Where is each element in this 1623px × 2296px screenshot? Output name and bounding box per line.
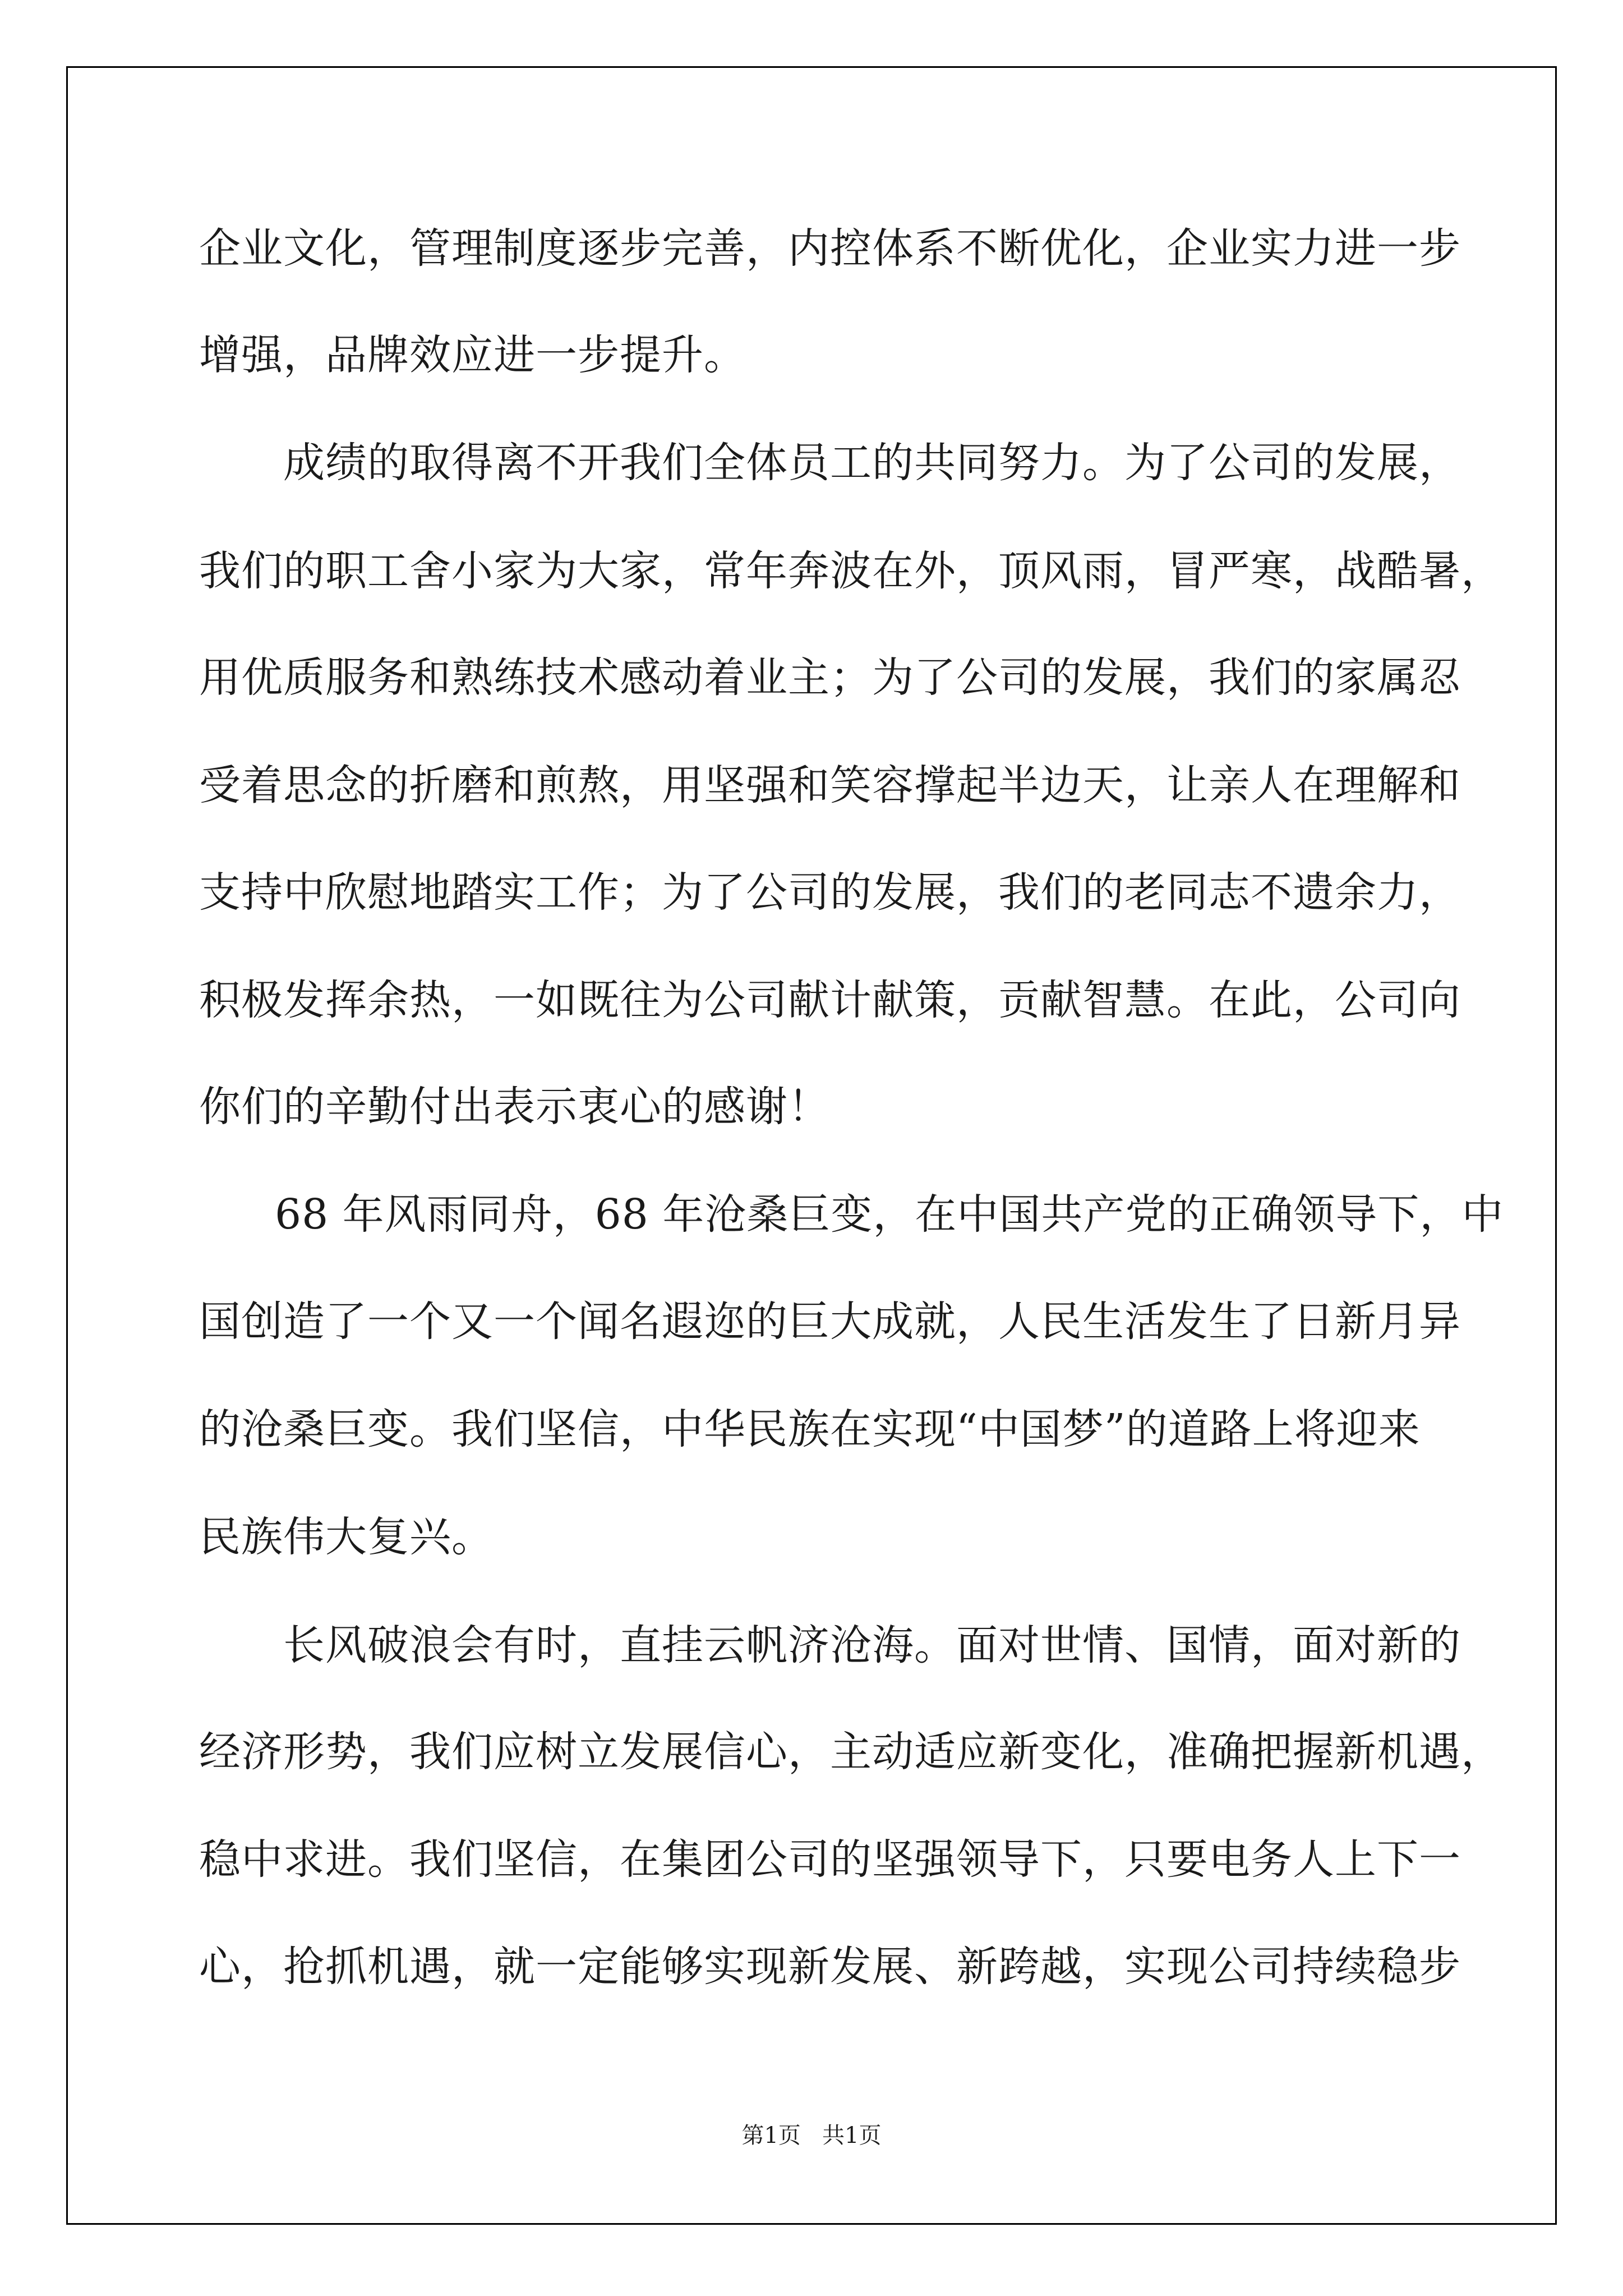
- text-line: 积极发挥余热，一如既往为公司献计献策，贡献智慧。在此，公司向: [199, 976, 1461, 1024]
- text-line: 心，抢抓机遇，就一定能够实现新发展、新跨越，实现公司持续稳步: [199, 1943, 1461, 1991]
- text-line: 成绩的取得离不开我们全体员工的共同努力。为了公司的发展，: [283, 439, 1461, 487]
- text-line: 稳中求进。我们坚信，在集团公司的坚强领导下，只要电务人上下一: [199, 1835, 1461, 1884]
- text-line: 受着思念的折磨和煎熬，用坚强和笑容撑起半边天，让亲人在理解和: [199, 761, 1461, 809]
- text-line: 的沧桑巨变。我们坚信，中华民族在实现“中国梦”的道路上将迎来: [199, 1405, 1421, 1453]
- page-border: [66, 66, 1557, 2225]
- text-line: 经济形势，我们应树立发展信心，主动适应新变化，准确把握新机遇，: [199, 1728, 1503, 1776]
- text-line: 长风破浪会有时，直挂云帆济沧海。面对世情、国情，面对新的: [283, 1621, 1461, 1669]
- text-line: 我们的职工舍小家为大家，常年奔波在外，顶风雨，冒严寒，战酷暑，: [199, 547, 1503, 595]
- text-line: 国创造了一个又一个闻名遐迩的巨大成就，人民生活发生了日新月异: [199, 1297, 1461, 1346]
- text-line: 企业文化，管理制度逐步完善，内控体系不断优化，企业实力进一步: [199, 224, 1461, 273]
- text-line: 民族伟大复兴。: [199, 1513, 494, 1561]
- text-line: 支持中欣慰地踏实工作；为了公司的发展，我们的老同志不遗余力，: [199, 868, 1461, 917]
- text-line: 68 年风雨同舟，68 年沧桑巨变，在中国共产党的正确领导下，中: [275, 1190, 1504, 1239]
- page-number-footer: 第1页 共1页: [741, 2123, 882, 2148]
- text-line: 你们的辛勤付出表示衷心的感谢！: [199, 1083, 830, 1131]
- text-line: 增强，品牌效应进一步提升。: [199, 331, 746, 379]
- text-line: 用优质服务和熟练技术感动着业主；为了公司的发展，我们的家属忍: [199, 654, 1461, 702]
